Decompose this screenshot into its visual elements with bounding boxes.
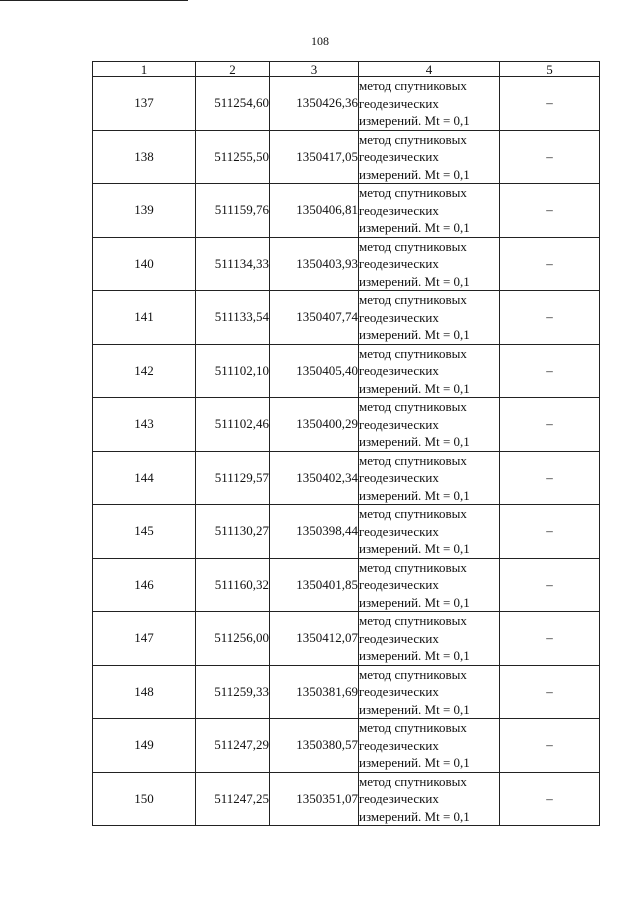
note-cell: – (500, 719, 600, 773)
coord-y: 1350380,57 (270, 719, 359, 773)
method-line: метод спутниковых (359, 506, 467, 521)
method-cell (359, 719, 500, 773)
point-number: 146 (93, 558, 196, 612)
table-row (93, 184, 600, 238)
table-row (93, 344, 600, 398)
coord-y: 1350426,36 (270, 77, 359, 131)
method-line: метод спутниковых (359, 292, 467, 307)
method-line: метод спутниковых (359, 131, 467, 147)
coord-y: 1350417,05 (270, 130, 359, 184)
point-number: 144 (93, 451, 196, 505)
method-line: измерений. Mt = 0,1 (359, 166, 470, 182)
method-line: измерений. Mt = 0,1 (359, 541, 470, 556)
method-line: метод спутниковых (359, 185, 467, 200)
coord-x: 511129,57 (196, 451, 270, 505)
method-cell (359, 184, 500, 238)
point-number: 138 (93, 130, 196, 184)
method-cell (359, 558, 500, 612)
method-line: измерений. Mt = 0,1 (359, 594, 470, 610)
method-line: геодезических (359, 416, 439, 432)
method-cell (359, 612, 500, 666)
header-col-2: 2 (196, 62, 270, 77)
coord-y: 1350412,07 (270, 612, 359, 666)
method-cell (359, 451, 500, 505)
table-body (93, 77, 600, 826)
point-number: 149 (93, 719, 196, 773)
method-line: метод спутниковых (359, 345, 467, 361)
table-row (93, 291, 600, 345)
point-number: 150 (93, 772, 196, 826)
note-cell: – (500, 398, 600, 452)
note-cell: – (500, 291, 600, 345)
coord-y: 1350402,34 (270, 451, 359, 505)
method-line: геодезических (359, 737, 439, 753)
coord-x: 511259,33 (196, 665, 270, 719)
method-cell (359, 665, 500, 719)
table-row (93, 558, 600, 612)
table-row (93, 398, 600, 452)
method-cell (359, 237, 500, 291)
method-cell (359, 77, 500, 131)
note-cell: – (500, 505, 600, 559)
point-number: 139 (93, 184, 196, 238)
method-cell (359, 344, 500, 398)
table-row (93, 451, 600, 505)
table-row (93, 772, 600, 826)
table-row (93, 130, 600, 184)
method-line: измерений. Mt = 0,1 (359, 808, 470, 824)
method-line: измерений. Mt = 0,1 (359, 327, 470, 342)
coord-y: 1350405,40 (270, 344, 359, 398)
header-col-3: 3 (270, 62, 359, 77)
coord-y: 1350406,81 (270, 184, 359, 238)
coord-x: 511256,00 (196, 612, 270, 666)
method-line: измерений. Mt = 0,1 (359, 113, 470, 128)
method-line: геодезических (359, 791, 439, 806)
coord-x: 511247,29 (196, 719, 270, 773)
coord-x: 511102,46 (196, 398, 270, 452)
method-line: геодезических (359, 363, 439, 378)
method-line: метод спутниковых (359, 78, 467, 93)
method-line: геодезических (359, 256, 439, 271)
method-line: геодезических (359, 470, 439, 485)
method-line: метод спутниковых (359, 613, 467, 628)
table-row (93, 505, 600, 559)
coord-x: 511102,10 (196, 344, 270, 398)
point-number: 137 (93, 77, 196, 131)
method-line: метод спутниковых (359, 773, 467, 789)
note-cell: – (500, 237, 600, 291)
method-line: метод спутниковых (359, 720, 467, 735)
note-cell: – (500, 344, 600, 398)
method-cell (359, 398, 500, 452)
coord-x: 511130,27 (196, 505, 270, 559)
header-row (93, 62, 600, 77)
method-line: измерений. Mt = 0,1 (359, 755, 470, 770)
method-line: геодезических (359, 577, 439, 592)
point-number: 145 (93, 505, 196, 559)
note-cell: – (500, 665, 600, 719)
method-line: геодезических (359, 630, 439, 646)
table-row (93, 719, 600, 773)
table-row (93, 237, 600, 291)
top-rule (0, 0, 188, 1)
note-cell: – (500, 558, 600, 612)
coord-y: 1350398,44 (270, 505, 359, 559)
note-cell: – (500, 612, 600, 666)
note-cell: – (500, 184, 600, 238)
note-cell: – (500, 772, 600, 826)
method-line: измерений. Mt = 0,1 (359, 648, 470, 663)
table-row (93, 665, 600, 719)
method-line: геодезических (359, 202, 439, 218)
coord-y: 1350381,69 (270, 665, 359, 719)
point-number: 143 (93, 398, 196, 452)
method-line: измерений. Mt = 0,1 (359, 701, 470, 717)
method-line: измерений. Mt = 0,1 (359, 220, 470, 235)
header-col-1: 1 (93, 62, 196, 77)
coord-y: 1350351,07 (270, 772, 359, 826)
coord-x: 511255,50 (196, 130, 270, 184)
coord-x: 511160,32 (196, 558, 270, 612)
method-line: измерений. Mt = 0,1 (359, 380, 470, 396)
point-number: 141 (93, 291, 196, 345)
coord-x: 511247,25 (196, 772, 270, 826)
method-line: измерений. Mt = 0,1 (359, 273, 470, 289)
coord-y: 1350407,74 (270, 291, 359, 345)
method-line: геодезических (359, 523, 439, 539)
coord-y: 1350403,93 (270, 237, 359, 291)
method-line: метод спутниковых (359, 399, 467, 414)
method-line: метод спутниковых (359, 666, 467, 682)
method-line: измерений. Mt = 0,1 (359, 487, 470, 503)
method-line: геодезических (359, 309, 439, 325)
method-cell (359, 130, 500, 184)
method-cell (359, 291, 500, 345)
note-cell: – (500, 77, 600, 131)
coord-x: 511134,33 (196, 237, 270, 291)
point-number: 147 (93, 612, 196, 666)
point-number: 148 (93, 665, 196, 719)
method-line: измерений. Mt = 0,1 (359, 434, 470, 449)
coord-y: 1350400,29 (270, 398, 359, 452)
note-cell: – (500, 130, 600, 184)
header-col-4: 4 (359, 62, 500, 77)
method-line: метод спутниковых (359, 559, 467, 575)
table-row (93, 77, 600, 131)
method-line: метод спутниковых (359, 452, 467, 468)
point-number: 140 (93, 237, 196, 291)
coord-y: 1350401,85 (270, 558, 359, 612)
coord-x: 511133,54 (196, 291, 270, 345)
page-number: 108 (311, 34, 329, 48)
point-number: 142 (93, 344, 196, 398)
header-col-5: 5 (500, 62, 600, 77)
method-line: метод спутниковых (359, 238, 467, 254)
note-cell: – (500, 451, 600, 505)
method-cell (359, 772, 500, 826)
method-line: геодезических (359, 149, 439, 164)
coordinates-table (92, 61, 600, 826)
coord-x: 511159,76 (196, 184, 270, 238)
coord-x: 511254,60 (196, 77, 270, 131)
method-line: геодезических (359, 95, 439, 111)
method-cell (359, 505, 500, 559)
table-row (93, 612, 600, 666)
method-line: геодезических (359, 684, 439, 699)
